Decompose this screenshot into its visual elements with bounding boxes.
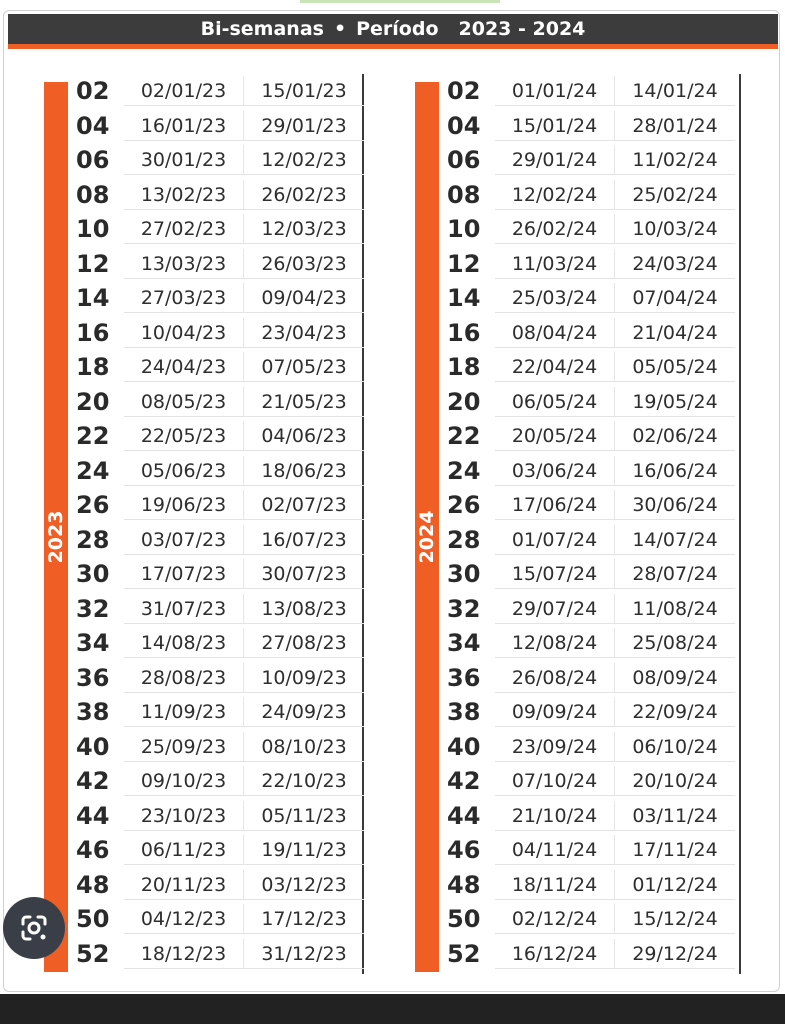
table-row bbox=[76, 385, 366, 420]
table-row bbox=[447, 799, 737, 834]
week-number: 52 bbox=[447, 939, 481, 968]
start-date: 29/07/24 bbox=[495, 594, 615, 624]
table-row bbox=[447, 937, 737, 972]
week-number: 24 bbox=[76, 456, 110, 485]
table-row bbox=[447, 626, 737, 661]
end-date: 07/04/24 bbox=[615, 283, 735, 313]
table-row bbox=[447, 316, 737, 351]
start-date: 22/04/24 bbox=[495, 352, 615, 382]
table-row bbox=[76, 143, 366, 178]
week-number: 34 bbox=[447, 629, 481, 658]
week-number: 32 bbox=[447, 594, 481, 623]
week-number: 20 bbox=[447, 387, 481, 416]
end-date: 05/05/24 bbox=[615, 352, 735, 382]
end-date: 12/02/23 bbox=[244, 145, 364, 175]
end-date: 01/12/24 bbox=[615, 870, 735, 900]
table-row bbox=[447, 247, 737, 282]
table-right-rule bbox=[739, 74, 741, 974]
week-number: 22 bbox=[76, 422, 110, 451]
end-date: 26/02/23 bbox=[244, 180, 364, 210]
week-number: 14 bbox=[447, 284, 481, 313]
top-accent bbox=[300, 0, 500, 3]
year-label-2024: 2024 bbox=[416, 510, 438, 564]
start-date: 25/03/24 bbox=[495, 283, 615, 313]
end-date: 03/12/23 bbox=[244, 870, 364, 900]
table-row bbox=[76, 488, 366, 523]
end-date: 13/08/23 bbox=[244, 594, 364, 624]
week-number: 26 bbox=[447, 491, 481, 520]
table-row bbox=[76, 247, 366, 282]
week-number: 06 bbox=[76, 146, 110, 175]
table-row bbox=[447, 488, 737, 523]
week-number: 40 bbox=[447, 732, 481, 761]
end-date: 16/07/23 bbox=[244, 525, 364, 555]
end-date: 25/08/24 bbox=[615, 628, 735, 658]
week-number: 42 bbox=[447, 767, 481, 796]
table-row bbox=[447, 143, 737, 178]
header-separator: • bbox=[333, 18, 347, 40]
week-number: 44 bbox=[447, 801, 481, 830]
start-date: 16/01/23 bbox=[124, 111, 244, 141]
end-date: 10/09/23 bbox=[244, 663, 364, 693]
week-number: 18 bbox=[76, 353, 110, 382]
week-number: 52 bbox=[76, 939, 110, 968]
table-row bbox=[76, 661, 366, 696]
week-number: 30 bbox=[76, 560, 110, 589]
week-number: 48 bbox=[76, 870, 110, 899]
table-row bbox=[447, 557, 737, 592]
week-number: 42 bbox=[76, 767, 110, 796]
week-number: 28 bbox=[76, 525, 110, 554]
table-row bbox=[76, 592, 366, 627]
start-date: 27/03/23 bbox=[124, 283, 244, 313]
table-row bbox=[76, 937, 366, 972]
week-number: 04 bbox=[447, 111, 481, 140]
table-row bbox=[447, 523, 737, 558]
end-date: 18/06/23 bbox=[244, 456, 364, 486]
week-number: 16 bbox=[76, 318, 110, 347]
end-date: 23/04/23 bbox=[244, 318, 364, 348]
start-date: 19/06/23 bbox=[124, 490, 244, 520]
start-date: 01/07/24 bbox=[495, 525, 615, 555]
week-number: 40 bbox=[76, 732, 110, 761]
week-number: 14 bbox=[76, 284, 110, 313]
week-number: 46 bbox=[76, 836, 110, 865]
table-row bbox=[447, 592, 737, 627]
end-date: 31/12/23 bbox=[244, 939, 364, 969]
table-row bbox=[76, 902, 366, 937]
start-date: 08/04/24 bbox=[495, 318, 615, 348]
start-date: 25/09/23 bbox=[124, 732, 244, 762]
table-row bbox=[76, 74, 366, 109]
table-row bbox=[76, 316, 366, 351]
end-date: 14/07/24 bbox=[615, 525, 735, 555]
header-rule bbox=[8, 44, 778, 49]
week-number: 24 bbox=[447, 456, 481, 485]
week-number: 30 bbox=[447, 560, 481, 589]
table-row bbox=[76, 695, 366, 730]
header-bar bbox=[8, 14, 778, 44]
week-number: 50 bbox=[76, 905, 110, 934]
week-number: 02 bbox=[447, 77, 481, 106]
start-date: 22/05/23 bbox=[124, 421, 244, 451]
week-number: 34 bbox=[76, 629, 110, 658]
end-date: 21/05/23 bbox=[244, 387, 364, 417]
start-date: 18/12/23 bbox=[124, 939, 244, 969]
week-number: 26 bbox=[76, 491, 110, 520]
end-date: 11/08/24 bbox=[615, 594, 735, 624]
week-number: 04 bbox=[76, 111, 110, 140]
end-date: 10/03/24 bbox=[615, 214, 735, 244]
end-date: 03/11/24 bbox=[615, 801, 735, 831]
start-date: 02/12/24 bbox=[495, 904, 615, 934]
week-number: 22 bbox=[447, 422, 481, 451]
end-date: 27/08/23 bbox=[244, 628, 364, 658]
week-number: 38 bbox=[447, 698, 481, 727]
table-row bbox=[447, 454, 737, 489]
week-number: 12 bbox=[76, 249, 110, 278]
end-date: 22/10/23 bbox=[244, 766, 364, 796]
start-date: 15/01/24 bbox=[495, 111, 615, 141]
end-date: 15/01/23 bbox=[244, 76, 364, 106]
week-number: 44 bbox=[76, 801, 110, 830]
start-date: 08/05/23 bbox=[124, 387, 244, 417]
end-date: 24/09/23 bbox=[244, 697, 364, 727]
table-row bbox=[76, 557, 366, 592]
table-row bbox=[76, 523, 366, 558]
start-date: 06/11/23 bbox=[124, 835, 244, 865]
start-date: 13/03/23 bbox=[124, 249, 244, 279]
week-number: 02 bbox=[76, 77, 110, 106]
start-date: 28/08/23 bbox=[124, 663, 244, 693]
week-number: 32 bbox=[76, 594, 110, 623]
end-date: 20/10/24 bbox=[615, 766, 735, 796]
end-date: 24/03/24 bbox=[615, 249, 735, 279]
end-date: 06/10/24 bbox=[615, 732, 735, 762]
end-date: 22/09/24 bbox=[615, 697, 735, 727]
end-date: 08/10/23 bbox=[244, 732, 364, 762]
end-date: 14/01/24 bbox=[615, 76, 735, 106]
end-date: 08/09/24 bbox=[615, 663, 735, 693]
table-row bbox=[76, 730, 366, 765]
start-date: 04/12/23 bbox=[124, 904, 244, 934]
start-date: 20/11/23 bbox=[124, 870, 244, 900]
start-date: 07/10/24 bbox=[495, 766, 615, 796]
start-date: 23/09/24 bbox=[495, 732, 615, 762]
header-range: 2023 - 2024 bbox=[458, 18, 586, 40]
lens-glyph bbox=[17, 911, 51, 945]
table-row bbox=[447, 109, 737, 144]
start-date: 14/08/23 bbox=[124, 628, 244, 658]
week-number: 12 bbox=[447, 249, 481, 278]
table-row bbox=[447, 281, 737, 316]
end-date: 29/12/24 bbox=[615, 939, 735, 969]
week-number: 36 bbox=[76, 663, 110, 692]
start-date: 10/04/23 bbox=[124, 318, 244, 348]
table-row bbox=[76, 799, 366, 834]
table-row bbox=[447, 730, 737, 765]
week-number: 38 bbox=[76, 698, 110, 727]
table-row bbox=[447, 178, 737, 213]
start-date: 26/08/24 bbox=[495, 663, 615, 693]
table-row bbox=[76, 868, 366, 903]
start-date: 27/02/23 bbox=[124, 214, 244, 244]
end-date: 11/02/24 bbox=[615, 145, 735, 175]
table-row bbox=[447, 764, 737, 799]
table-row bbox=[76, 212, 366, 247]
start-date: 31/07/23 bbox=[124, 594, 244, 624]
end-date: 30/06/24 bbox=[615, 490, 735, 520]
table-row bbox=[76, 350, 366, 385]
bottom-bar bbox=[0, 994, 785, 1024]
start-date: 23/10/23 bbox=[124, 801, 244, 831]
start-date: 17/07/23 bbox=[124, 559, 244, 589]
table-row bbox=[447, 385, 737, 420]
week-number: 46 bbox=[447, 836, 481, 865]
end-date: 21/04/24 bbox=[615, 318, 735, 348]
header-title: Bi-semanas bbox=[200, 18, 324, 40]
end-date: 12/03/23 bbox=[244, 214, 364, 244]
table-row bbox=[76, 109, 366, 144]
year-label-2023: 2023 bbox=[45, 510, 67, 564]
end-date: 07/05/23 bbox=[244, 352, 364, 382]
table-row bbox=[447, 74, 737, 109]
week-number: 10 bbox=[76, 215, 110, 244]
start-date: 01/01/24 bbox=[495, 76, 615, 106]
start-date: 09/10/23 bbox=[124, 766, 244, 796]
start-date: 15/07/24 bbox=[495, 559, 615, 589]
end-date: 05/11/23 bbox=[244, 801, 364, 831]
week-number: 16 bbox=[447, 318, 481, 347]
end-date: 25/02/24 bbox=[615, 180, 735, 210]
end-date: 09/04/23 bbox=[244, 283, 364, 313]
end-date: 19/05/24 bbox=[615, 387, 735, 417]
table-row bbox=[447, 868, 737, 903]
end-date: 02/06/24 bbox=[615, 421, 735, 451]
week-number: 28 bbox=[447, 525, 481, 554]
start-date: 03/06/24 bbox=[495, 456, 615, 486]
header-period-label: Período bbox=[356, 18, 439, 40]
week-number: 50 bbox=[447, 905, 481, 934]
table-row bbox=[447, 833, 737, 868]
table-row bbox=[76, 178, 366, 213]
end-date: 04/06/23 bbox=[244, 421, 364, 451]
week-number: 20 bbox=[76, 387, 110, 416]
start-date: 06/05/24 bbox=[495, 387, 615, 417]
start-date: 13/02/23 bbox=[124, 180, 244, 210]
end-date: 28/01/24 bbox=[615, 111, 735, 141]
end-date: 19/11/23 bbox=[244, 835, 364, 865]
start-date: 05/06/23 bbox=[124, 456, 244, 486]
start-date: 02/01/23 bbox=[124, 76, 244, 106]
end-date: 16/06/24 bbox=[615, 456, 735, 486]
start-date: 12/08/24 bbox=[495, 628, 615, 658]
end-date: 02/07/23 bbox=[244, 490, 364, 520]
end-date: 26/03/23 bbox=[244, 249, 364, 279]
table-row bbox=[447, 902, 737, 937]
start-date: 24/04/23 bbox=[124, 352, 244, 382]
table-row bbox=[447, 661, 737, 696]
week-number: 08 bbox=[447, 180, 481, 209]
end-date: 17/11/24 bbox=[615, 835, 735, 865]
week-number: 18 bbox=[447, 353, 481, 382]
start-date: 18/11/24 bbox=[495, 870, 615, 900]
start-date: 30/01/23 bbox=[124, 145, 244, 175]
start-date: 29/01/24 bbox=[495, 145, 615, 175]
start-date: 12/02/24 bbox=[495, 180, 615, 210]
table-row bbox=[76, 454, 366, 489]
start-date: 09/09/24 bbox=[495, 697, 615, 727]
table-row bbox=[76, 764, 366, 799]
start-date: 03/07/23 bbox=[124, 525, 244, 555]
week-number: 10 bbox=[447, 215, 481, 244]
table-row bbox=[76, 281, 366, 316]
table-row bbox=[447, 350, 737, 385]
table-row bbox=[447, 695, 737, 730]
table-row bbox=[447, 419, 737, 454]
end-date: 17/12/23 bbox=[244, 904, 364, 934]
end-date: 15/12/24 bbox=[615, 904, 735, 934]
table-row bbox=[76, 626, 366, 661]
google-lens-icon[interactable] bbox=[3, 897, 65, 959]
start-date: 21/10/24 bbox=[495, 801, 615, 831]
end-date: 30/07/23 bbox=[244, 559, 364, 589]
week-number: 08 bbox=[76, 180, 110, 209]
start-date: 20/05/24 bbox=[495, 421, 615, 451]
week-number: 36 bbox=[447, 663, 481, 692]
start-date: 26/02/24 bbox=[495, 214, 615, 244]
start-date: 17/06/24 bbox=[495, 490, 615, 520]
week-number: 48 bbox=[447, 870, 481, 899]
week-number: 06 bbox=[447, 146, 481, 175]
start-date: 16/12/24 bbox=[495, 939, 615, 969]
end-date: 28/07/24 bbox=[615, 559, 735, 589]
start-date: 04/11/24 bbox=[495, 835, 615, 865]
table-row bbox=[76, 833, 366, 868]
table-row bbox=[447, 212, 737, 247]
end-date: 29/01/23 bbox=[244, 111, 364, 141]
start-date: 11/09/23 bbox=[124, 697, 244, 727]
start-date: 11/03/24 bbox=[495, 249, 615, 279]
table-row bbox=[76, 419, 366, 454]
